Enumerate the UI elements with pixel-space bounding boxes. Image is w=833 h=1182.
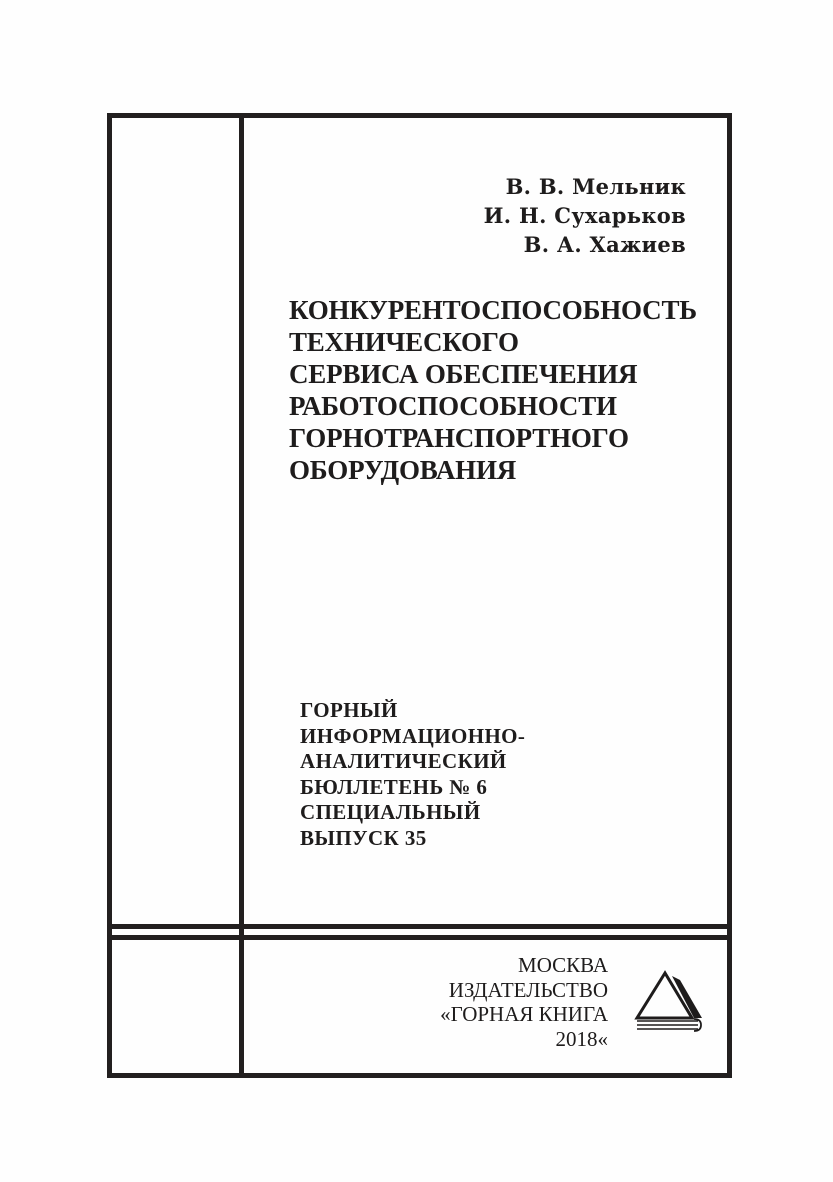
author-name: И. Н. Сухарьков xyxy=(483,203,686,228)
frame-horizontal-divider-upper xyxy=(107,924,732,929)
frame-left-border xyxy=(107,113,112,1078)
journal-line: СПЕЦИАЛЬНЫЙ xyxy=(300,800,481,824)
frame-bottom-border xyxy=(107,1073,732,1078)
frame-horizontal-divider-lower xyxy=(107,935,732,940)
publisher-line: «ГОРНАЯ КНИГА xyxy=(440,1002,608,1027)
title-line: ГОРНОТРАНСПОРТНОГО xyxy=(289,423,629,453)
frame-right-border xyxy=(727,113,732,1078)
publisher-line: ИЗДАТЕЛЬСТВО xyxy=(448,977,608,1002)
publisher-logo-icon xyxy=(634,968,704,1034)
publisher-line: МОСКВА xyxy=(518,953,608,977)
journal-line: АНАЛИТИЧЕСКИЙ xyxy=(300,749,507,773)
author-name: В. В. Мельник xyxy=(505,174,686,199)
frame-vertical-divider xyxy=(239,113,244,1078)
publisher-block xyxy=(440,953,608,1051)
title-line: РАБОТОСПОСОБНОСТИ xyxy=(289,391,617,421)
journal-line: БЮЛЛЕТЕНЬ № 6 xyxy=(300,774,488,799)
journal-series-block xyxy=(300,698,525,851)
title-line: ОБОРУДОВАНИЯ xyxy=(289,455,517,485)
journal-line: ВЫПУСК 35 xyxy=(300,825,427,850)
title-line: ТЕХНИЧЕСКОГО xyxy=(289,327,519,357)
title-line: КОНКУРЕНТОСПОСОБНОСТЬ xyxy=(289,295,697,325)
journal-line: ГОРНЫЙ xyxy=(300,698,398,722)
title-line: СЕРВИСА ОБЕСПЕЧЕНИЯ xyxy=(289,359,638,389)
book-title xyxy=(289,294,697,486)
journal-line: ИНФОРМАЦИОННО- xyxy=(300,723,526,748)
author-name: В. А. Хажиев xyxy=(523,232,686,257)
publisher-line: 2018« xyxy=(555,1026,608,1051)
frame-top-border xyxy=(107,113,732,118)
authors-block xyxy=(484,172,686,259)
